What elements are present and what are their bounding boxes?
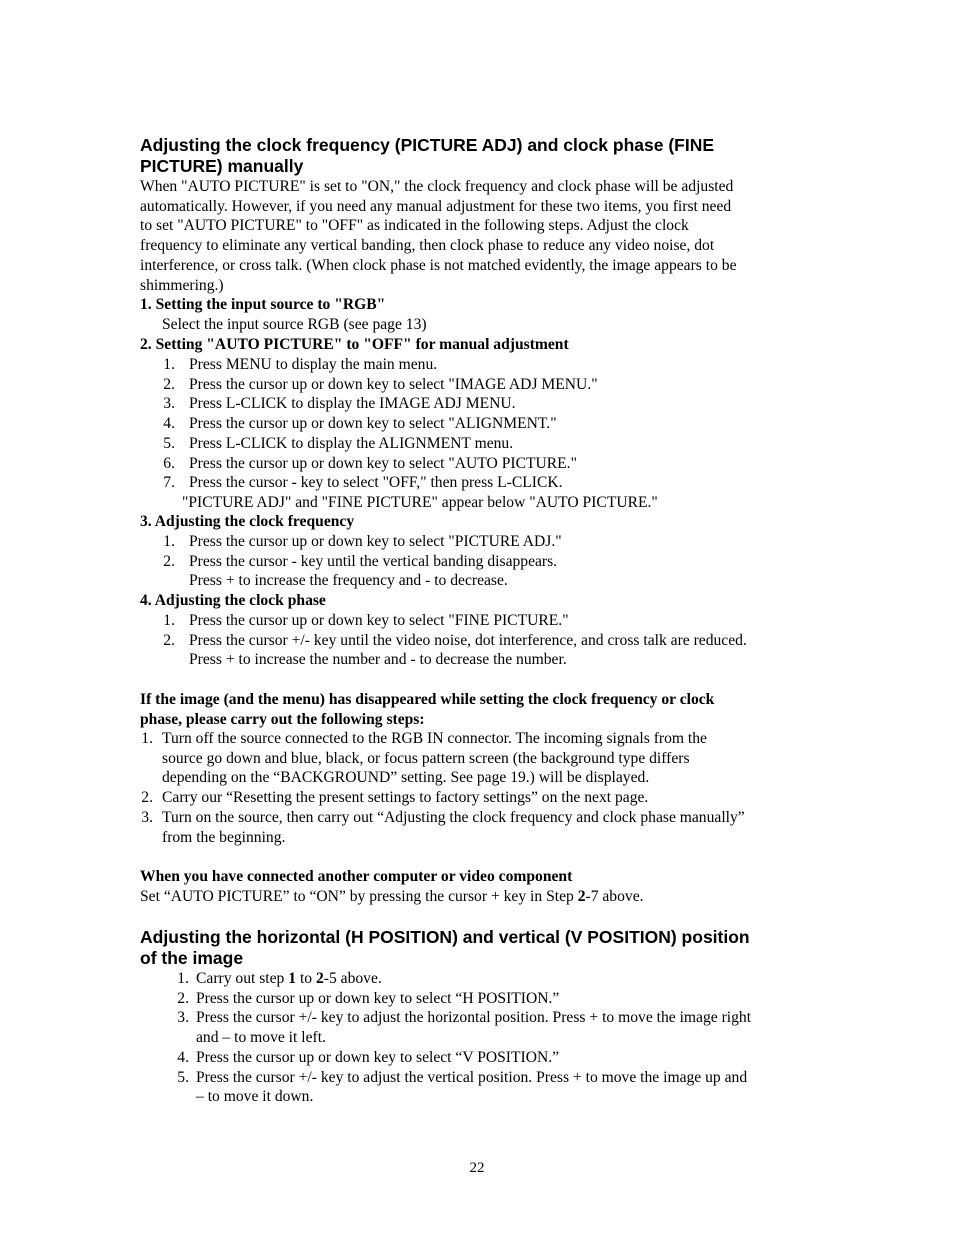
step4-heading: 4. Adjusting the clock phase	[140, 592, 326, 609]
disappeared-heading: If the image (and the menu) has disappeared while setting the clock frequency or clock phase, please carry out the following steps:	[140, 691, 715, 728]
intro-line: frequency to eliminate any vertical banding, then clock phase to reduce any video noise, dot	[140, 237, 715, 255]
intro-line: automatically. However, if you need any manual adjustment for these two items, you first need	[140, 197, 732, 215]
intro-line: to set "AUTO PICTURE" to "OFF" as indicated in the following steps. Adjust the clock	[140, 217, 689, 235]
section-title-line: of the image	[140, 948, 244, 968]
connected-text: Set “AUTO PICTURE” to “ON” by pressing the cursor + key in Step 2-7 above.	[140, 888, 644, 905]
step3-heading: 3. Adjusting the clock frequency	[140, 513, 355, 530]
connected-heading: When you have connected another computer or video component	[140, 868, 573, 885]
step1-heading: 1. Setting the input source to "RGB"	[140, 296, 386, 313]
section-title-line: PICTURE) manually	[140, 156, 304, 176]
section-title-line: Adjusting the horizontal (H POSITION) and vertical (V POSITION) position	[140, 927, 750, 947]
intro-paragraph	[140, 177, 737, 295]
intro-line: interference, or cross talk. (When clock phase is not matched evidently, the image appears to be	[140, 256, 737, 274]
step1-text: Select the input source RGB (see page 13)	[162, 316, 427, 333]
intro-line: shimmering.)	[140, 276, 224, 294]
section-title-line: Adjusting the clock frequency (PICTURE ADJ) and clock phase (FINE	[140, 135, 715, 155]
intro-line: When "AUTO PICTURE" is set to "ON," the clock frequency and clock phase will be adjusted	[140, 178, 734, 195]
step2-heading: 2. Setting "AUTO PICTURE" to "OFF" for manual adjustment	[140, 336, 569, 353]
section-title-clock	[140, 135, 820, 177]
page-number: 22	[469, 1160, 485, 1176]
section-title-position	[140, 927, 820, 969]
step2-note: "PICTURE ADJ" and "FINE PICTURE" appear below "AUTO PICTURE."	[182, 494, 658, 511]
